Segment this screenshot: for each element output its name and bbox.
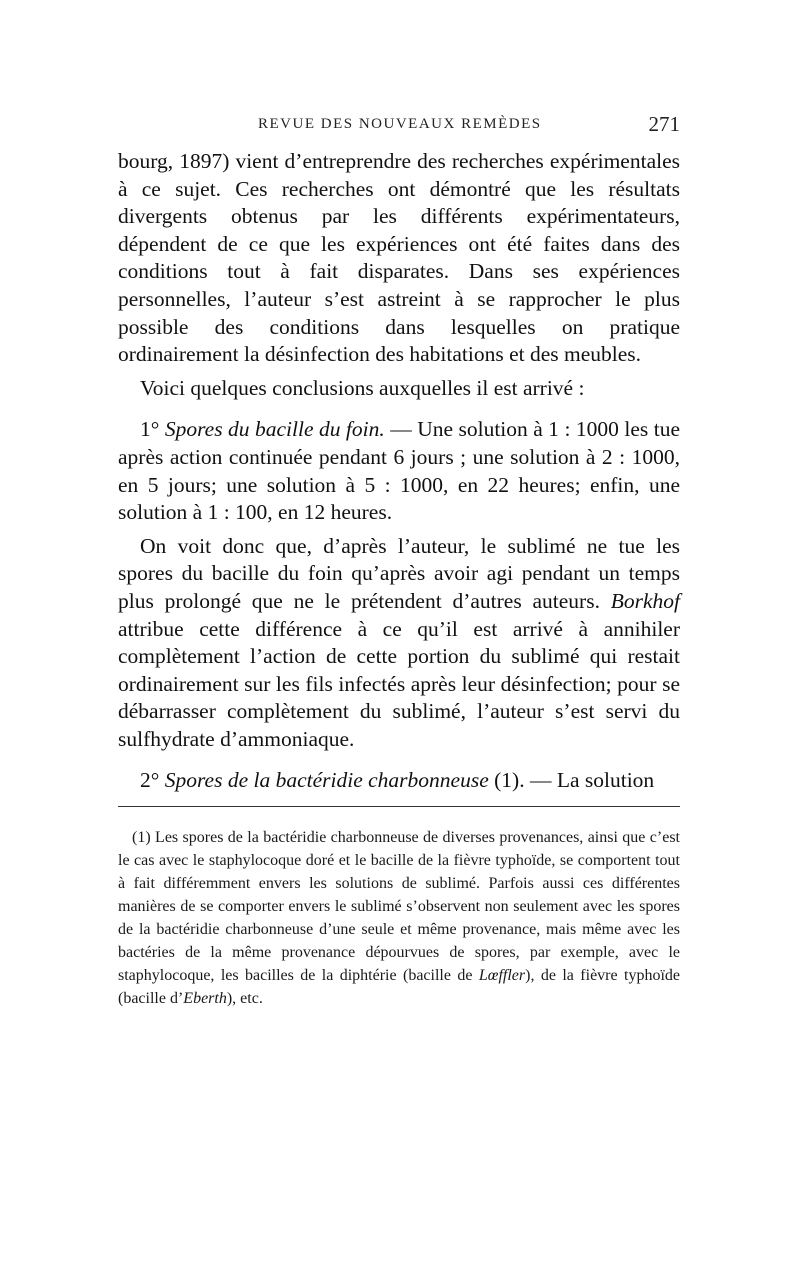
- paragraph-2: Voici quelques conclusions auxquelles il est arrivé :: [140, 375, 585, 400]
- item-text-2: (1). — La solution: [488, 768, 655, 793]
- paragraph-5: [118, 767, 680, 795]
- item-number-2: 2°: [140, 768, 160, 793]
- footnote-name-eberth: Eberth: [183, 990, 227, 1007]
- page-header: [118, 112, 680, 140]
- running-head: REVUE DES NOUVEAUX REMÈDES: [258, 116, 542, 132]
- footnote-name-loeffler: Lœffler: [478, 967, 526, 984]
- paragraph-4-part-a: On voit donc que, d’après l’auteur, le sublimé ne tue les spores du bacille du foin qu’après avoir agi pendant un temps plus prolongé que ne le prétendent d’autres auteurs.: [118, 533, 680, 613]
- footnote-rule: [118, 806, 680, 807]
- paragraph-1: bourg, 1897) vient d’entreprendre des recherches expérimentales à ce sujet. Ces recherches ont démontré que les résultats divergents obtenus par les différents expérimentateurs, dépendent de ce que les expériences ont été faites dans des conditions tout à fait disparates. Dans ses expériences personnelles, l’auteur s’est astreint à se rapprocher le plus possible des conditions dans lesquelles on pratique ordinairement la désinfection des habitations et des meubles.: [118, 149, 680, 367]
- item-number-1: 1°: [140, 417, 160, 442]
- footnote-text: [118, 826, 680, 1010]
- footnote-part-b: ), de la fièvre typhoïde (bacille d’: [118, 967, 680, 1007]
- footnote-part-c: ), etc.: [226, 990, 263, 1007]
- item-title-2: Spores de la bactéridie charbonneuse: [164, 768, 489, 793]
- paragraph-4: [118, 533, 680, 754]
- paragraph-4-part-b: attribue cette différence à ce qu’il est arrivé à annihiler complètement l’action de cette portion du sublimé qui restait ordinairement sur les fils infectés après leur désinfection; pour se débarrasser complètement du sublimé, l’auteur s’est servi du sulfhydrate d’ammoniaque.: [118, 616, 680, 751]
- item-text-1: — Une solution à 1 : 1000 les tue après action continuée pendant 6 jours ; une solution à 2 : 1000, en 5 jours; une solution à 5 : 1000, en 22 heures; enfin, une solution à 1 : 100, en 12 heures.: [118, 417, 680, 525]
- footnote-part-a: (1) Les spores de la bactéridie charbonneuse de diverses provenances, ainsi que c’est le cas avec le staphylocoque doré et le bacille de la fièvre typhoïde, se comportent tout à fait différemment envers les solutions de sublimé. Parfois aussi ces différentes manières de se comporter envers le sublimé s’observent non seulement avec les spores de la bactéridie charbonneuse d’une seule et même provenance, mais même avec les bactéries de la même provenance dépourvues de spores, par exemple, avec le staphylocoque, les bacilles de la diphtérie (bacille de: [118, 829, 680, 984]
- body-text: [118, 148, 680, 795]
- page-number: 271: [648, 112, 680, 136]
- item-title-1: Spores du bacille du foin.: [164, 417, 385, 442]
- paragraph-3: [118, 416, 680, 526]
- footnote: [118, 826, 680, 1010]
- author-name: Borkhof: [610, 588, 680, 613]
